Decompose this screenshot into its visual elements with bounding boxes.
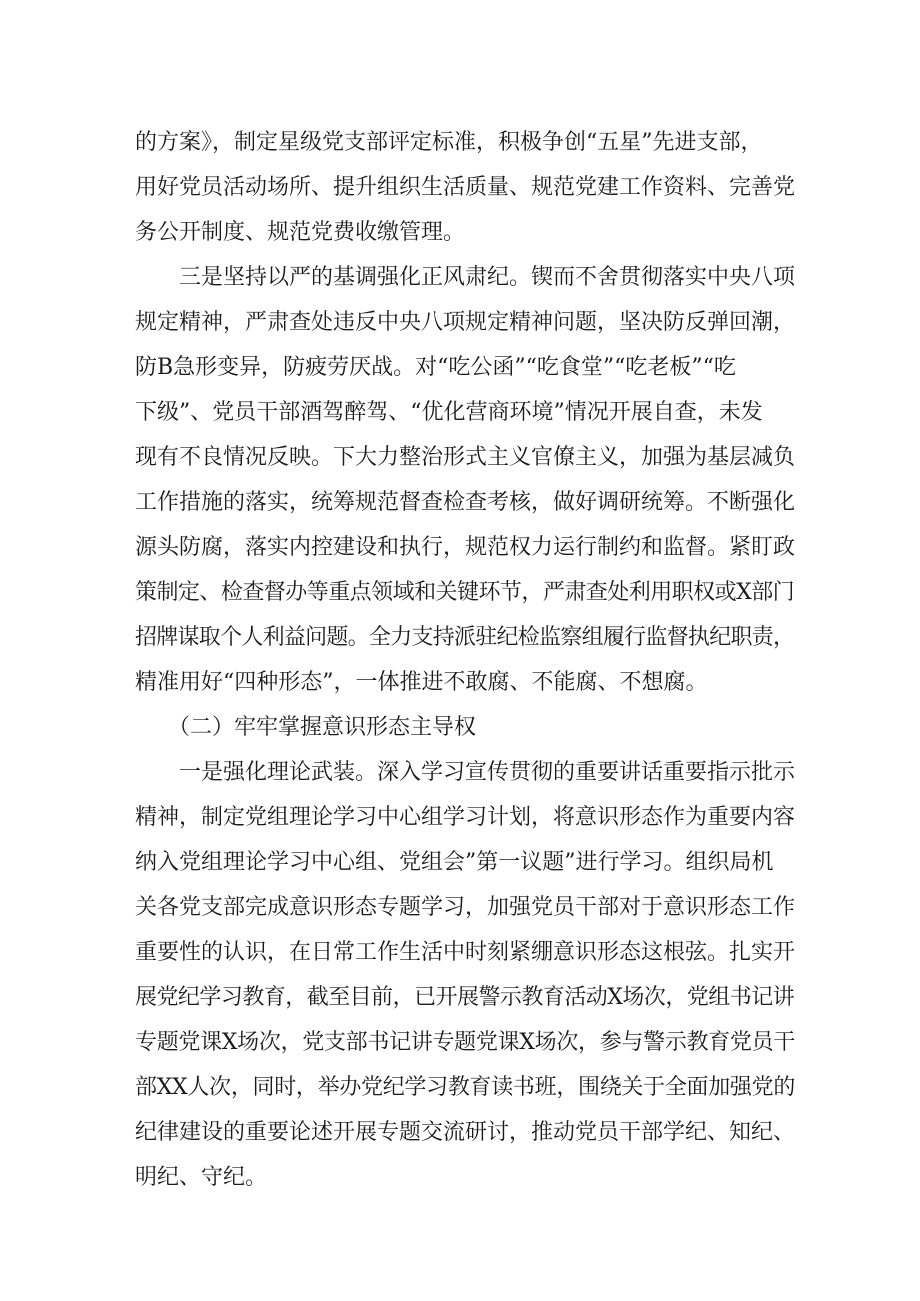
text-line: 用好党员活动场所、提升组织生活质量、规范党建工作资料、完善党 [135, 175, 795, 200]
text-line: 专题党课X场次，党支部书记讲专题党课X场次，参与警示教育党员干 [135, 1030, 795, 1055]
text-line: 策制定、检查督办等重点领域和关键环节，严肃查处利用职权或X部门 [135, 580, 795, 605]
text-line: 现有不良情况反映。下大力整治形式主义官僚主义，加强为基层减负 [135, 445, 795, 470]
text-line: 纳入党组理论学习中心组、党组会”第一议题”进行学习。组织局机 [135, 850, 774, 875]
text-line: 工作措施的落实，统筹规范督查检查考核，做好调研统筹。不断强化 [135, 490, 795, 515]
text-line: 明纪、守纪。 [135, 1165, 268, 1190]
text-line: 源头防腐，落实内控建设和执行，规范权力运行制约和监督。紧盯政 [135, 535, 795, 560]
body-text [135, 120, 795, 1200]
text-line: 一是强化理论武装。深入学习宣传贯彻的重要讲话重要指示批示 [135, 760, 795, 785]
text-line: 精神，制定党组理论学习中心组学习计划，将意识形态作为重要内容 [135, 805, 795, 830]
text-line: 部XX人次，同时，举办党纪学习教育读书班，围绕关于全面加强党的 [135, 1075, 795, 1100]
text-line: 务公开制度、规范党费收缴管理。 [135, 220, 466, 245]
text-line: 下级”、党员干部酒驾醉驾、“优化营商环境”情况开展自查，未发 [135, 400, 763, 425]
text-line: （二）牢牢掌握意识形态主导权 [135, 715, 477, 740]
text-line: 招牌谋取个人利益问题。全力支持派驻纪检监察组履行监督执纪职责， [135, 625, 795, 650]
text-line: 三是坚持以严的基调强化正风肃纪。锲而不舍贯彻落实中央八项 [135, 265, 795, 290]
text-line: 的方案》，制定星级党支部评定标准，积极争创“五星”先进支部， [135, 130, 763, 155]
text-line: 纪律建设的重要论述开展专题交流研讨，推动党员干部学纪、知纪、 [135, 1120, 795, 1145]
text-line: 关各党支部完成意识形态专题学习，加强党员干部对于意识形态工作 [135, 895, 795, 920]
text-line: 展党纪学习教育，截至目前，已开展警示教育活动X场次，党组书记讲 [135, 985, 795, 1010]
text-line: 重要性的认识，在日常工作生活中时刻紧绷意识形态这根弦。扎实开 [135, 940, 795, 965]
text-line: 规定精神，严肃查处违反中央八项规定精神问题，坚决防反弹回潮， [135, 310, 795, 335]
text-line: 防B急形变异，防疲劳厌战。对“吃公函”“吃食堂”“吃老板”“吃 [135, 355, 736, 380]
text-line: 精准用好“四种形态”，一体推进不敢腐、不能腐、不想腐。 [135, 670, 708, 695]
